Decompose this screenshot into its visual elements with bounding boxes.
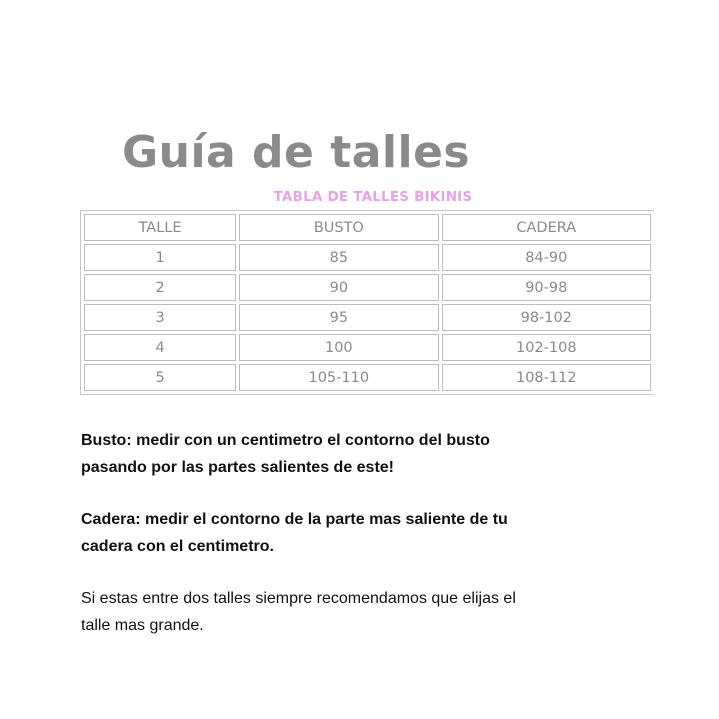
- cell-talle: 1: [84, 244, 236, 271]
- cell-talle: 4: [84, 334, 236, 361]
- cell-talle: 5: [84, 364, 236, 391]
- table-caption: TABLA DE TALLES BIKINIS: [273, 189, 473, 205]
- cell-talle: 2: [84, 274, 236, 301]
- table-row: [84, 334, 651, 361]
- note-recomendacion: Si estas entre dos talles siempre recomendamos que elijas el talle mas grande.: [81, 590, 516, 634]
- cell-busto: 100: [239, 334, 438, 361]
- cell-busto: 105-110: [239, 364, 438, 391]
- size-table: [80, 210, 654, 395]
- table-header-row: [84, 214, 651, 241]
- note-busto: Busto: medir con un centimetro el contorno del busto pasando por las partes salientes de este!: [81, 432, 490, 476]
- cell-busto: 95: [239, 304, 438, 331]
- table-row: [84, 244, 651, 271]
- cell-cadera: 102-108: [442, 334, 651, 361]
- notes-section: [81, 428, 521, 665]
- cell-talle: 3: [84, 304, 236, 331]
- cell-cadera: 98-102: [442, 304, 651, 331]
- cell-busto: 85: [239, 244, 438, 271]
- cell-cadera: 90-98: [442, 274, 651, 301]
- page-title: Guía de talles: [122, 127, 471, 179]
- cell-cadera: 84-90: [442, 244, 651, 271]
- table-row: [84, 304, 651, 331]
- table-row: [84, 364, 651, 391]
- header-cadera: CADERA: [442, 214, 651, 241]
- cell-busto: 90: [239, 274, 438, 301]
- cell-cadera: 108-112: [442, 364, 651, 391]
- header-busto: BUSTO: [239, 214, 438, 241]
- header-talle: TALLE: [84, 214, 236, 241]
- table-row: [84, 274, 651, 301]
- note-cadera: Cadera: medir el contorno de la parte mas saliente de tu cadera con el centimetro.: [81, 511, 508, 555]
